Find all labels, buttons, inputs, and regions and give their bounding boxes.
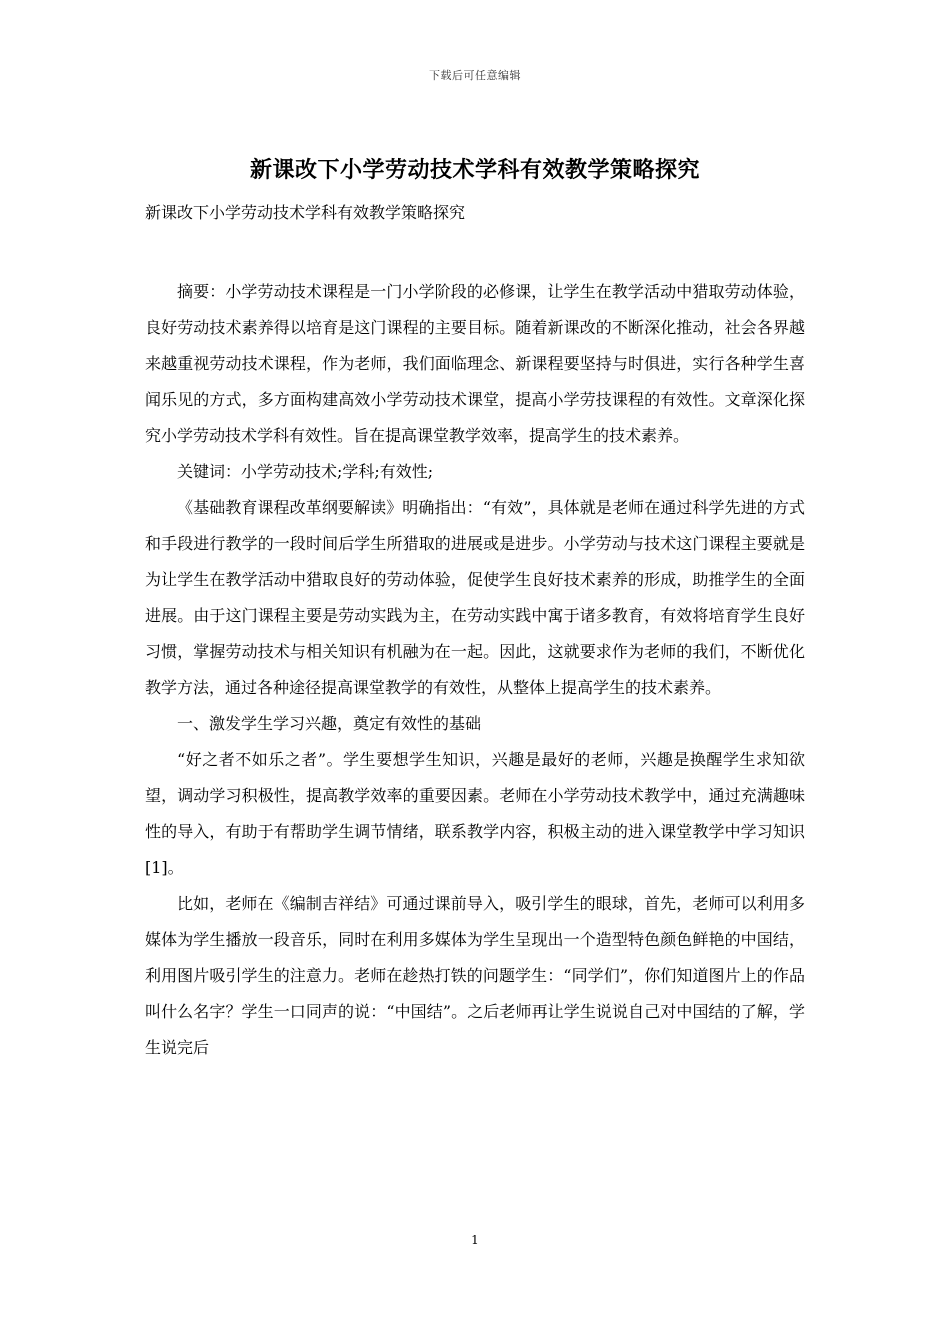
document-body xyxy=(145,274,805,1066)
page-header-note: 下载后可任意编辑 xyxy=(429,69,521,82)
body-paragraph: 《基础教育课程改革纲要解读》明确指出：“有效”，具体就是老师在通过科学先进的方式和手段进行教学的一段时间后学生所猎取的进展或是进步。小学劳动与技术这门课程主要就是为让学生在教学活动中猎取良好的劳动体验，促使学生良好技术素养的形成，助推学生的全面进展。由于这门课程主要是劳动实践为主，在劳动实践中寓于诸多教育，有效将培育学生良好习惯，掌握劳动技术与相关知识有机融为在一起。因此，这就要求作为老师的我们，不断优化教学方法，通过各种途径提高课堂教学的有效性，从整体上提高学生的技术素养。 xyxy=(145,498,805,697)
document-subtitle: 新课改下小学劳动技术学科有效教学策略探究 xyxy=(145,203,466,222)
document-title: 新课改下小学劳动技术学科有效教学策略探究 xyxy=(249,157,700,183)
body-paragraph: “好之者不如乐之者”。学生要想学生知识，兴趣是最好的老师，兴趣是换醒学生求知欲望，调动学习积极性，提高教学效率的重要因素。老师在小学劳动技术教学中，通过充满趣味性的导入，有助于有帮助学生调节情绪，联系教学内容，积极主动的进入课堂教学中学习知识[1]。 xyxy=(145,750,805,877)
body-paragraph: 比如，老师在《编制吉祥结》可通过课前导入，吸引学生的眼球，首先，老师可以利用多媒体为学生播放一段音乐，同时在利用多媒体为学生呈现出一个造型特色颜色鲜艳的中国结，利用图片吸引学生的注意力。老师在趁热打铁的问题学生：“同学们”，你们知道图片上的作品叫什么名字？学生一口同声的说：“中国结”。之后老师再让学生说说自己对中国结的了解，学生说完后 xyxy=(145,894,805,1057)
keywords-paragraph: 关键词：小学劳动技术;学科;有效性; xyxy=(177,462,434,481)
page-number: 1 xyxy=(471,1233,479,1247)
abstract-paragraph: 摘要：小学劳动技术课程是一门小学阶段的必修课，让学生在教学活动中猎取劳动体验，良好劳动技术素养得以培育是这门课程的主要目标。随着新课改的不断深化推动，社会各界越来越重视劳动技术课程，作为老师，我们面临理念、新课程要坚持与时俱进，实行各种学生喜闻乐见的方式，多方面构建高效小学劳动技术课堂，提高小学劳技课程的有效性。文章深化探究小学劳动技术学科有效性。旨在提高课堂教学效率，提高学生的技术素养。 xyxy=(145,282,805,445)
section-heading: 一、激发学生学习兴趣，奠定有效性的基础 xyxy=(177,714,482,733)
